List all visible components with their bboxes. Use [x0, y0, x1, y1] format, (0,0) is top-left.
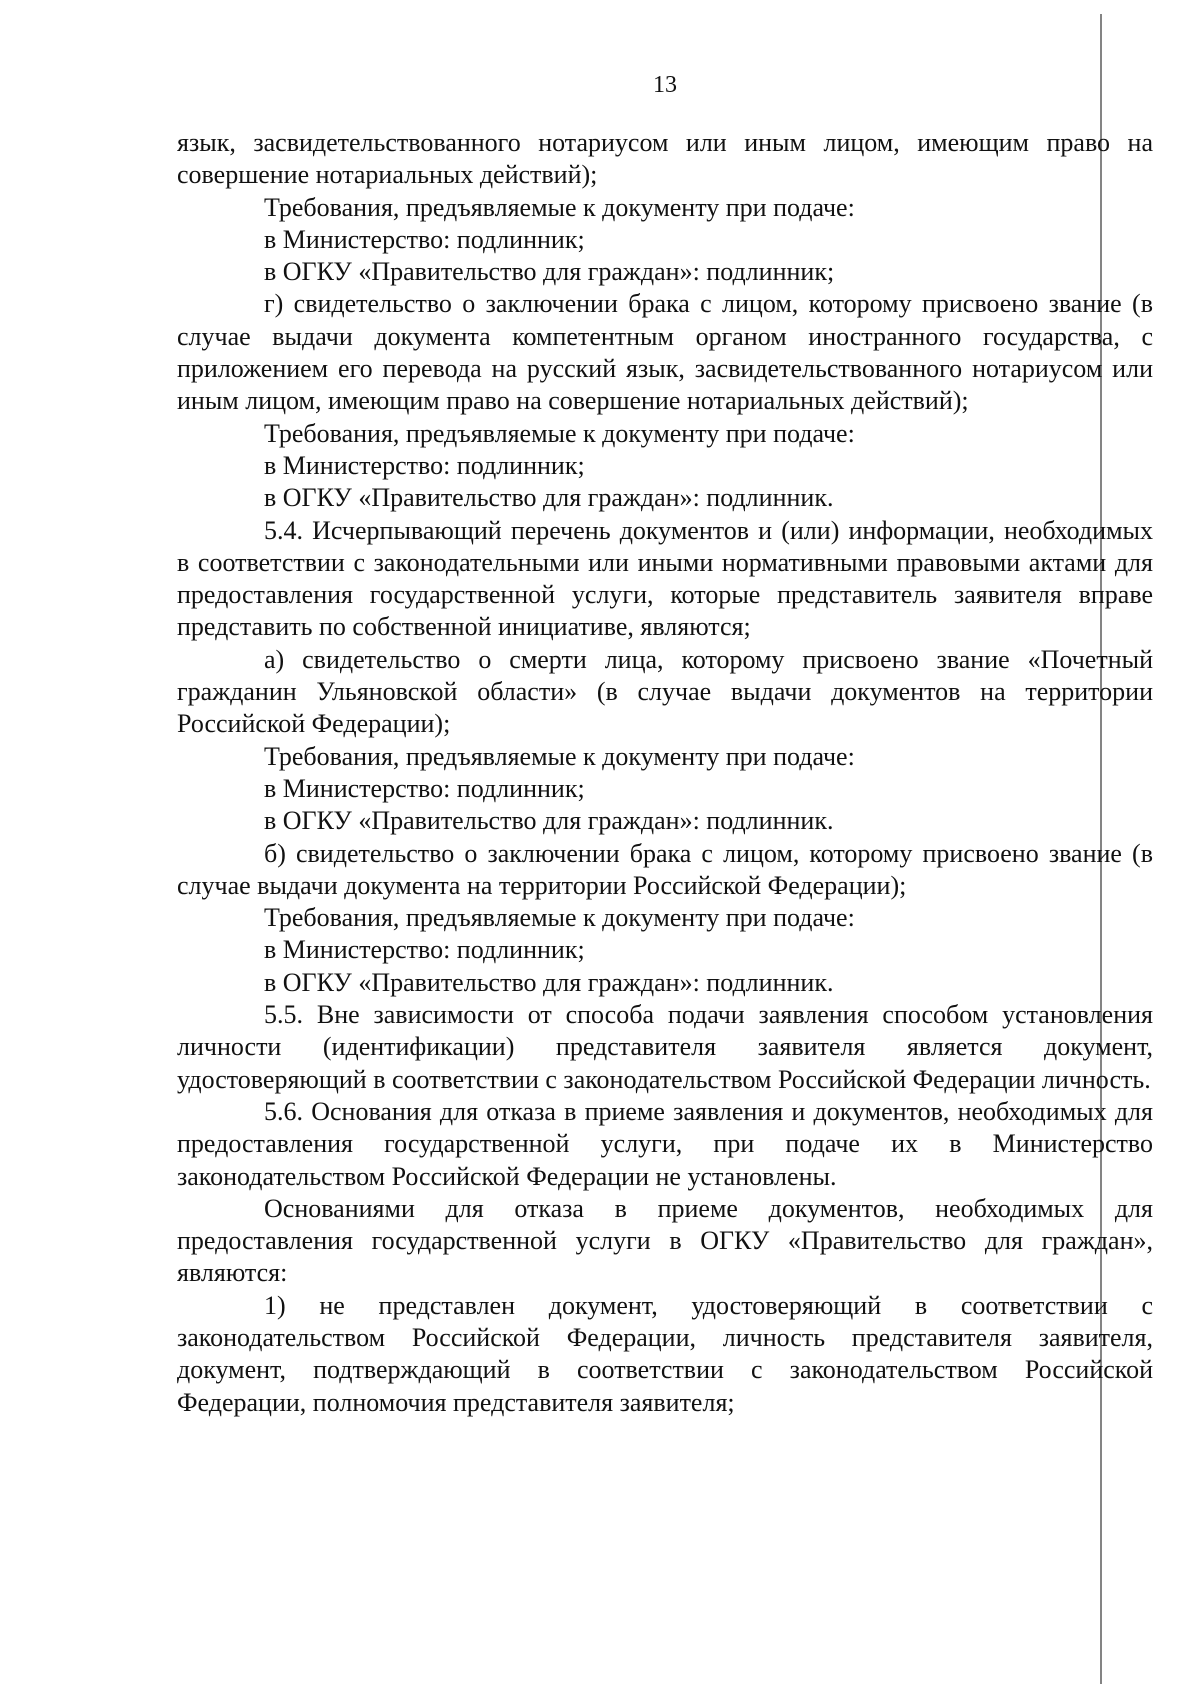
page-number: 13 — [653, 72, 677, 98]
paragraph: в ОГКУ «Правительство для граждан»: подлинник. — [264, 483, 834, 513]
paragraph: а) свидетельство о смерти лица, которому присвоено звание «Почетный гражданин Ульяновской области» (в случае выдачи документов на территории Российской Федерации); — [177, 644, 1153, 739]
paragraph: в Министерство: подлинник; — [264, 773, 585, 803]
paragraph: 1) не представлен документ, удостоверяющий в соответствии с законодательством Российской Федерации, личность представителя заявителя, документ, подтверждающий в соответствии с законодательством Российской Федерации, полномочия представителя заявителя; — [177, 1290, 1153, 1417]
document-body — [177, 127, 1153, 1419]
paragraph: Требования, предъявляемые к документу при подаче: — [264, 418, 855, 448]
paragraph: Требования, предъявляемые к документу при подаче: — [264, 903, 855, 933]
paragraph: 5.6. Основания для отказа в приеме заявления и документов, необходимых для предоставления государственной услуги, при подаче их в Министерство законодательством Российской Федерации не установлены. — [177, 1096, 1153, 1191]
paragraph: Требования, предъявляемые к документу при подаче: — [264, 741, 855, 771]
paragraph: в ОГКУ «Правительство для граждан»: подлинник. — [264, 967, 834, 997]
paragraph: язык, засвидетельствованного нотариусом или иным лицом, имеющим право на совершение нотариальных действий); — [177, 128, 1153, 190]
paragraph: 5.5. Вне зависимости от способа подачи заявления способом установления личности (идентификации) представителя заявителя является документ, удостоверяющий в соответствии с законодательством Российской Федерации личность. — [177, 1000, 1153, 1094]
paragraph: 5.4. Исчерпывающий перечень документов и (или) информации, необходимых в соответствии с законодательными или иными нормативными правовыми актами для предоставления государственной услуги, которые представитель заявителя вправе представить по собственной инициативе, являются; — [177, 515, 1153, 642]
paragraph: Основаниями для отказа в приеме документов, необходимых для предоставления государственной услуги в ОГКУ «Правительство для граждан», являются: — [177, 1193, 1153, 1288]
paragraph: в ОГКУ «Правительство для граждан»: подлинник. — [264, 806, 834, 836]
paragraph: в Министерство: подлинник; — [264, 450, 585, 480]
paragraph: б) свидетельство о заключении брака с лицом, которому присвоено звание (в случае выдачи документа на территории Российской Федерации); — [177, 838, 1153, 900]
paragraph: в ОГКУ «Правительство для граждан»: подлинник; — [264, 257, 835, 287]
paragraph: в Министерство: подлинник; — [264, 935, 585, 965]
paragraph: Требования, предъявляемые к документу при подаче: — [264, 192, 855, 222]
paragraph: г) свидетельство о заключении брака с лицом, которому присвоено звание (в случае выдачи документа компетентным органом иностранного государства, с приложением его перевода на русский язык, засвидетельствованного нотариусом или иным лицом, имеющим право на совершение нотариальных действий); — [177, 289, 1153, 416]
paragraph: в Министерство: подлинник; — [264, 224, 585, 254]
